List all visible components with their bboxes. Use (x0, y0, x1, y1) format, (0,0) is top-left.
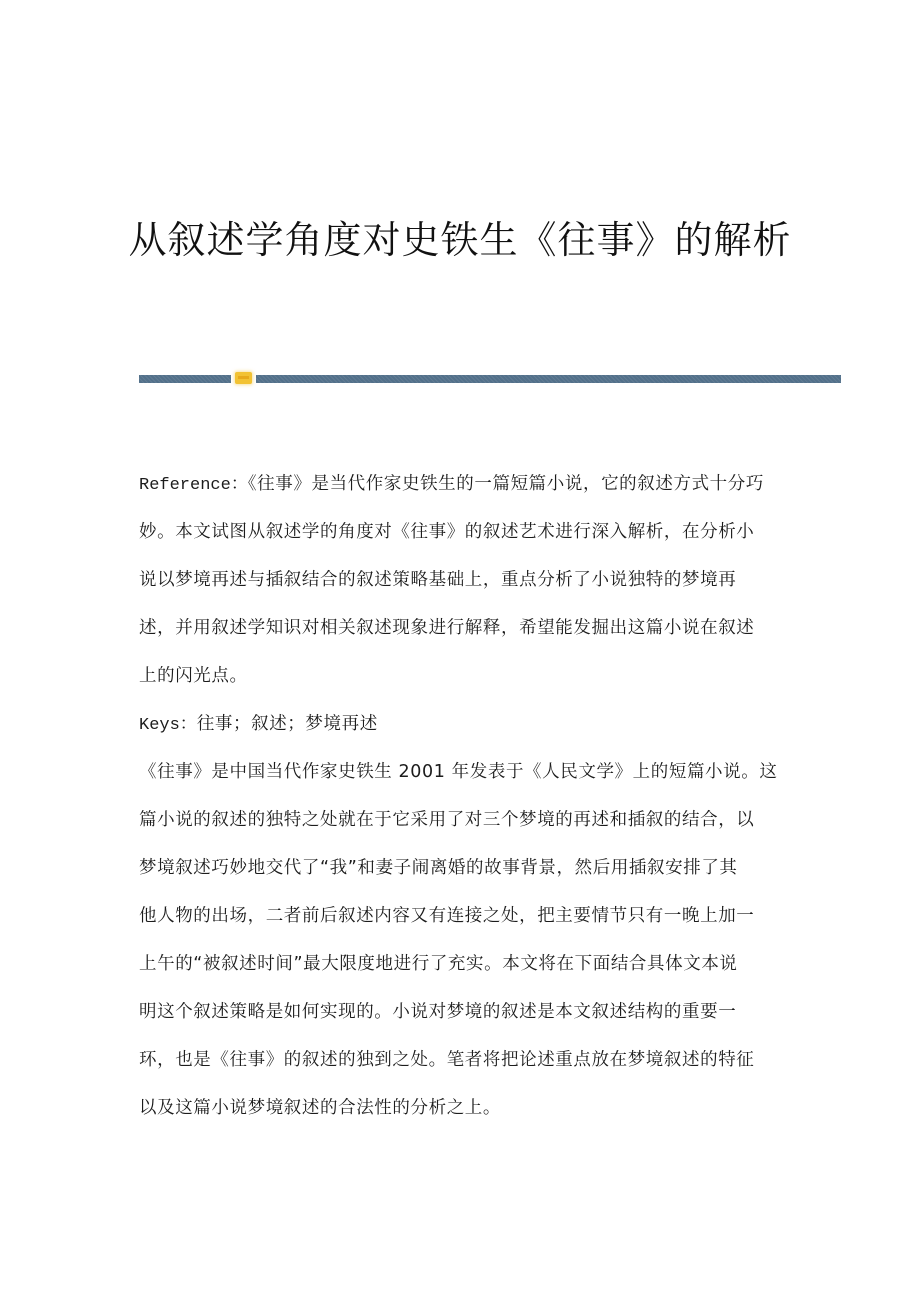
body-line: 《往事》是中国当代作家史铁生 2001 年发表于《人民文学》上的短篇小说。这 (139, 762, 778, 782)
divider-bar-right (256, 375, 841, 383)
keywords-value: 往事；叙述；梦境再述 (196, 714, 378, 734)
document-content (139, 460, 784, 1132)
keywords-line (139, 700, 784, 748)
body-line: 环，也是《往事》的叙述的独到之处。笔者将把论述重点放在梦境叙述的特征 (139, 1050, 755, 1070)
document-title: 从叙述学角度对史铁生《往事》的解析 (128, 218, 792, 262)
body-line: 他人物的出场，二者前后叙述内容又有连接之处，把主要情节只有一晚上加一 (139, 906, 755, 926)
body-line: 明这个叙述策略是如何实现的。小说对梦境的叙述是本文叙述结构的重要一 (139, 1002, 737, 1022)
abstract-line: 说以梦境再述与插叙结合的叙述策略基础上，重点分析了小说独特的梦境再 (139, 570, 737, 590)
body-line: 梦境叙述巧妙地交代了“我”和妻子闹离婚的故事背景，然后用插叙安排了其 (139, 858, 738, 878)
abstract-line: 上的闪光点。 (139, 666, 248, 686)
body-line: 以及这篇小说梦境叙述的合法性的分析之上。 (139, 1098, 501, 1118)
abstract-paragraph (139, 460, 784, 700)
abstract-label: Reference： (139, 476, 248, 495)
abstract-line: 述，并用叙述学知识对相关叙述现象进行解释，希望能发掘出这篇小说在叙述 (139, 618, 755, 638)
body-line: 篇小说的叙述的独特之处就在于它采用了对三个梦境的再述和插叙的结合，以 (139, 810, 755, 830)
body-line: 上午的“被叙述时间”最大限度地进行了充实。本文将在下面结合具体文本说 (139, 954, 738, 974)
keywords-paragraph (139, 700, 784, 748)
abstract-line: 妙。本文试图从叙述学的角度对《往事》的叙述艺术进行深入解析，在分析小 (139, 522, 755, 542)
abstract-line: Reference：《往事》是当代作家史铁生的一篇短篇小说，它的叙述方式十分巧 (139, 474, 764, 495)
title-divider (139, 375, 841, 383)
divider-bar-left (139, 375, 231, 383)
body-paragraph (139, 748, 784, 1132)
keywords-label: Keys： (139, 716, 197, 735)
divider-ornament-icon (235, 372, 252, 384)
